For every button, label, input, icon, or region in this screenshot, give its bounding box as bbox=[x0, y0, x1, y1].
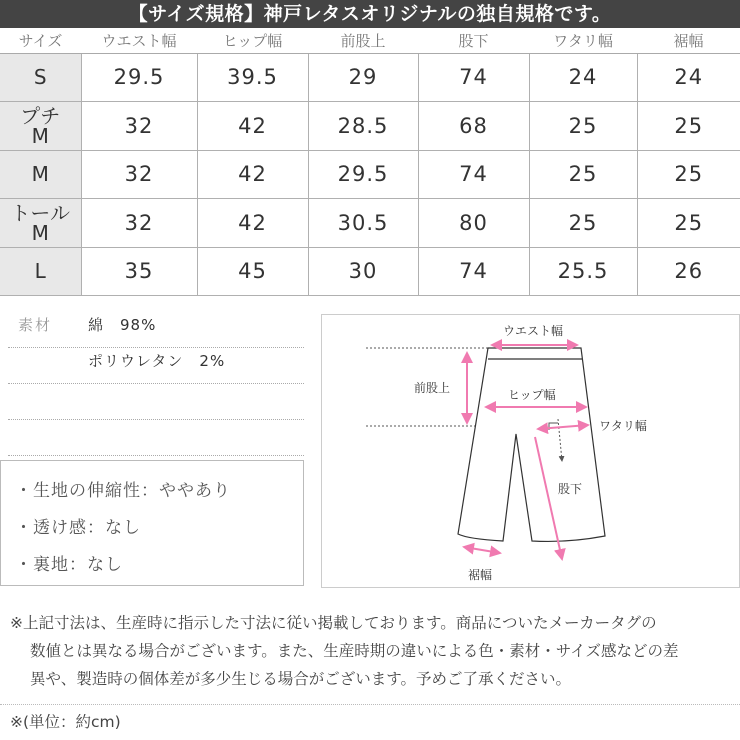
table-row bbox=[0, 247, 740, 296]
material-section bbox=[8, 312, 304, 456]
unit-note: ※(単位：約cm) bbox=[10, 713, 121, 731]
hip-label: ヒップ幅 bbox=[508, 388, 556, 402]
inseam-value: 68 bbox=[418, 102, 529, 151]
material-row bbox=[8, 384, 304, 420]
inseam-value: 74 bbox=[418, 247, 529, 296]
hip-value: 42 bbox=[197, 102, 308, 151]
table-row bbox=[0, 150, 740, 199]
waist-value: 29.5 bbox=[81, 53, 197, 102]
material-label: 素材 bbox=[18, 316, 53, 334]
material-row bbox=[8, 312, 304, 348]
pants-diagram-icon bbox=[322, 315, 740, 589]
size-label: プチ M bbox=[0, 102, 81, 151]
rise-value: 30.5 bbox=[308, 199, 418, 248]
waist-value: 32 bbox=[81, 199, 197, 248]
inseam-value: 74 bbox=[418, 150, 529, 199]
hem-value: 26 bbox=[637, 247, 740, 296]
header-hip: ヒップ幅 bbox=[197, 29, 308, 53]
hem-value: 25 bbox=[637, 150, 740, 199]
disclaimer-notes bbox=[10, 609, 740, 693]
table-row bbox=[0, 102, 740, 151]
rise-value: 29.5 bbox=[308, 150, 418, 199]
hem-label: 裾幅 bbox=[468, 568, 493, 582]
size-label: トール M bbox=[0, 199, 81, 248]
rise-label: 前股上 bbox=[414, 381, 451, 395]
hem-value: 25 bbox=[637, 102, 740, 151]
thigh-value: 24 bbox=[529, 53, 637, 102]
size-label: L bbox=[0, 247, 81, 296]
table-header-row bbox=[0, 29, 740, 53]
page-title: 【サイズ規格】神戸レタスオリジナルの独自規格です。 bbox=[0, 0, 740, 28]
inseam-label: 股下 bbox=[558, 482, 583, 496]
thigh-value: 25.5 bbox=[529, 247, 637, 296]
thigh-value: 25 bbox=[529, 102, 637, 151]
material-item: ポリウレタン 2% bbox=[88, 352, 226, 370]
lining-property: ・裏地：なし bbox=[15, 555, 123, 575]
hip-value: 39.5 bbox=[197, 53, 308, 102]
size-chart-table bbox=[0, 29, 740, 296]
note-line: 異や、製造時の個体差が多少生じる場合がございます。予めご了承ください。 bbox=[30, 670, 571, 688]
hip-value: 45 bbox=[197, 247, 308, 296]
rise-value: 28.5 bbox=[308, 102, 418, 151]
rise-value: 30 bbox=[308, 247, 418, 296]
waist-value: 35 bbox=[81, 247, 197, 296]
thigh-label: ワタリ幅 bbox=[599, 419, 647, 433]
hem-value: 25 bbox=[637, 199, 740, 248]
waist-value: 32 bbox=[81, 102, 197, 151]
material-row bbox=[8, 420, 304, 456]
size-label: M bbox=[0, 150, 81, 199]
header-waist: ウエスト幅 bbox=[81, 29, 197, 53]
note-line: 数値とは異なる場合がございます。また、生産時期の違いによる色・素材・サイズ感などの差 bbox=[30, 642, 679, 660]
hem-value: 24 bbox=[637, 53, 740, 102]
table-row bbox=[0, 53, 740, 102]
header-inseam: 股下 bbox=[418, 29, 529, 53]
inseam-value: 80 bbox=[418, 199, 529, 248]
material-item: 綿 98% bbox=[88, 316, 157, 334]
size-label: S bbox=[0, 53, 81, 102]
rise-value: 29 bbox=[308, 53, 418, 102]
waist-label: ウエスト幅 bbox=[503, 324, 564, 338]
table-row bbox=[0, 199, 740, 248]
header-size: サイズ bbox=[0, 29, 81, 53]
material-row bbox=[8, 348, 304, 384]
measurement-diagram bbox=[321, 314, 740, 588]
fabric-properties-box bbox=[0, 460, 304, 586]
header-thigh: ワタリ幅 bbox=[529, 29, 637, 53]
waist-value: 32 bbox=[81, 150, 197, 199]
header-rise: 前股上 bbox=[308, 29, 418, 53]
header-hem: 裾幅 bbox=[637, 29, 740, 53]
hip-value: 42 bbox=[197, 199, 308, 248]
thigh-value: 25 bbox=[529, 199, 637, 248]
stretch-property: ・生地の伸縮性：ややあり bbox=[15, 481, 231, 501]
thigh-value: 25 bbox=[529, 150, 637, 199]
hip-value: 42 bbox=[197, 150, 308, 199]
inseam-value: 74 bbox=[418, 53, 529, 102]
note-line: ※上記寸法は、生産時に指示した寸法に従い掲載しております。商品についたメーカータグの bbox=[10, 614, 657, 632]
sheerness-property: ・透け感：なし bbox=[15, 518, 141, 538]
divider bbox=[0, 704, 740, 705]
